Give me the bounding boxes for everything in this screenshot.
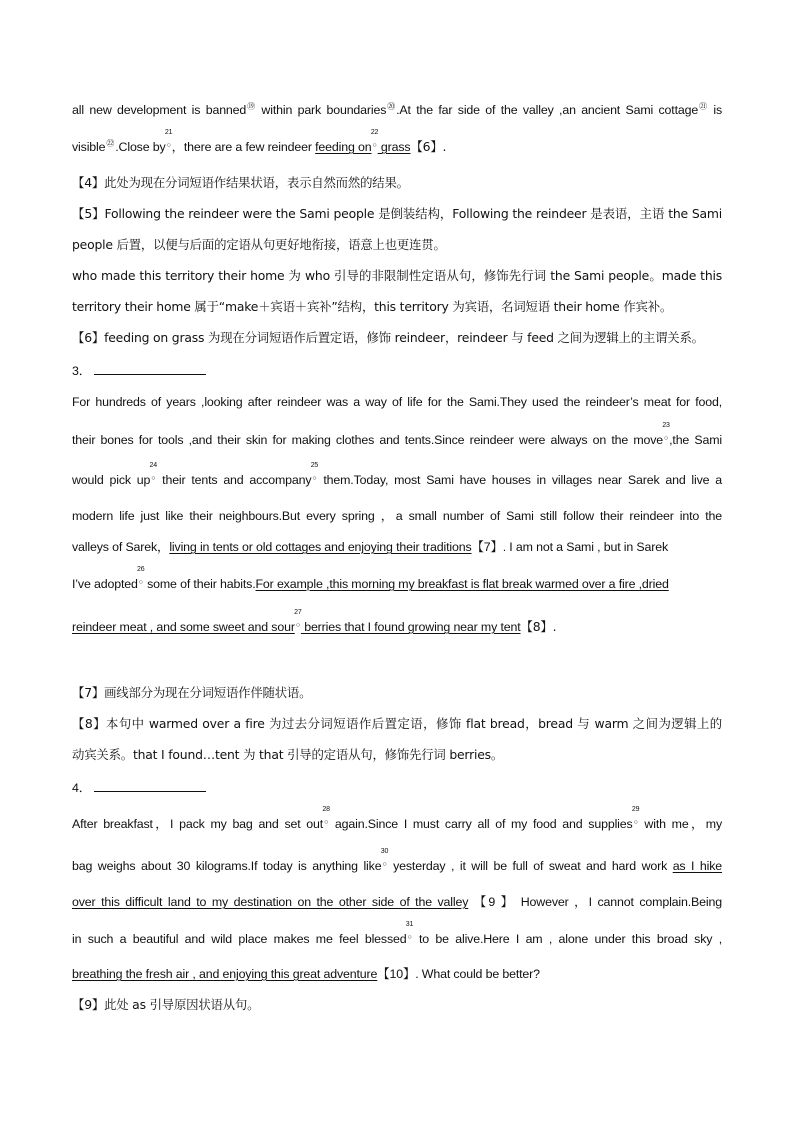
passage-text: bag weighs about 30 kilograms.If today is anything like xyxy=(72,859,382,873)
underlined-phrase: For example ,this morning my breakfast is flat break warmed over a fire ,dried xyxy=(255,577,669,591)
passage-text: 【7】. I am not a Sami , but in Sarek xyxy=(471,540,669,554)
footnote-number: 28 xyxy=(322,806,330,813)
passage-line xyxy=(72,894,722,910)
passage-text: their bones for tools ,and their skin for making clothes and tents.Since reindeer were always on the move xyxy=(72,433,664,447)
note-line: 动宾关系。that I found…tent 为 that 引导的定语从句，修饰先行词 berries。 xyxy=(72,747,504,762)
footnote-number: 22 xyxy=(370,129,379,136)
passage-text: .At the far side of the valley ,an ancient Sami cottage xyxy=(396,103,699,117)
passage-text: within park boundaries xyxy=(256,103,387,117)
circled-number: ㉑ xyxy=(699,102,707,111)
circled-number: ㉒ xyxy=(106,139,115,148)
passage-text: their tents and accompany xyxy=(156,473,312,487)
passage-line xyxy=(72,539,722,555)
passage-line xyxy=(72,129,722,158)
note-line: people 后置，以便与后面的定语从句更好地衔接，语意上也更连贯。 xyxy=(72,237,446,252)
footnote-marker: 27 ○ xyxy=(294,609,302,629)
passage-line xyxy=(72,462,722,491)
underlined-phrase: berries that I found growing near my tent xyxy=(300,620,521,634)
passage-text: in such a beautiful and wild place makes me feel blessed xyxy=(72,932,407,946)
underlined-phrase: grass xyxy=(377,140,411,154)
passage-text: to be alive.Here I am , alone under this broad sky , xyxy=(412,932,722,946)
passage-text: some of their habits. xyxy=(143,577,256,591)
passage-text: all new development is banned xyxy=(72,103,247,117)
footnote-number: 24 xyxy=(149,462,158,469)
note-line: 【9】此处 as 引导原因状语从句。 xyxy=(72,997,260,1012)
circled-number: ⑳ xyxy=(387,102,396,111)
passage-text: valleys of Sarek， xyxy=(72,540,170,554)
footnote-number: 25 xyxy=(310,462,319,469)
passage-line: modern life just like their neighbours.But every spring ，a small number of Sami still follow their reindeer into the xyxy=(72,509,722,523)
underlined-phrase: breathing the fresh air , and enjoying this great adventure xyxy=(72,967,378,981)
passage-text: After breakfast，I pack my bag and set out xyxy=(72,817,324,831)
footnote-marker: 30 ○ xyxy=(380,848,389,868)
underlined-phrase: as I hike xyxy=(672,859,723,873)
passage-line xyxy=(72,102,722,118)
note-line: territory their home 属于“make＋宾语＋宾补”结构，this territory 为宾语，名词短语 their home 作宾补。 xyxy=(72,299,673,314)
passage-text: 【9 】 However ，I cannot complain.Being xyxy=(468,895,722,909)
passage-text: again.Since I must carry all of my food and supplies xyxy=(329,817,633,831)
footnote-marker: 31 ○ xyxy=(405,921,414,941)
note-line: who made this territory their home 为 who 引导的非限制性定语从句，修饰先行词 the Sami people。made this xyxy=(72,268,722,283)
underlined-phrase: reindeer meat , and some sweet and sour xyxy=(72,620,295,634)
question-number-line xyxy=(72,362,722,379)
passage-text: I’ve adopted xyxy=(72,577,138,591)
passage-text: .Close by xyxy=(115,140,166,154)
question-number-line xyxy=(72,779,722,796)
passage-text: ,the Sami xyxy=(669,433,723,447)
note-tag: 【8】. xyxy=(520,619,557,634)
passage-line xyxy=(72,921,722,950)
note-line: 【4】此处为现在分词短语作结果状语，表示自然而然的结果。 xyxy=(72,175,409,190)
passage-text: would pick up xyxy=(72,473,151,487)
passage-line xyxy=(72,966,722,982)
footnote-marker: 29 ○ xyxy=(631,806,640,826)
footnote-number: 26 xyxy=(137,566,145,573)
passage-text: visible xyxy=(72,140,106,154)
passage-text: with me，my xyxy=(638,817,722,831)
footnote-marker: 21 ○ xyxy=(164,129,173,149)
footnote-marker: 24 ○ xyxy=(149,462,158,482)
footnote-number: 31 xyxy=(405,921,414,928)
footnote-number: 27 xyxy=(294,609,302,616)
answer-blank[interactable] xyxy=(94,362,206,375)
underlined-phrase: feeding on xyxy=(315,140,372,154)
passage-line xyxy=(72,566,722,595)
passage-line: For hundreds of years ,looking after reindeer was a way of life for the Sami.They used the reindeer’s meat for food, xyxy=(72,395,722,409)
note-line: 【8】本句中 warmed over a fire 为过去分词短语作后置定语，修饰 flat bread，bread 与 warm 之间为逻辑上的 xyxy=(72,716,722,731)
passage-line xyxy=(72,806,722,835)
passage-text: is xyxy=(707,103,722,117)
footnote-marker: 22 ○ xyxy=(370,129,379,149)
note-line: 【7】画线部分为现在分词短语作伴随状语。 xyxy=(72,685,312,700)
footnote-marker: 23 ○ xyxy=(662,422,670,442)
footnote-number: 30 xyxy=(380,848,389,855)
footnote-marker: 26 ○ xyxy=(137,566,145,586)
note-line: 【5】Following the reindeer were the Sami people 是倒装结构，Following the reindeer 是表语，主语 the Sami xyxy=(72,206,722,221)
passage-text: 【10】. What could be better? xyxy=(377,967,540,981)
question-number: 4． xyxy=(72,781,91,795)
question-number: 3． xyxy=(72,364,91,378)
footnote-number: 23 xyxy=(662,422,670,429)
passage-text: ，there are a few reindeer xyxy=(171,140,316,154)
footnote-marker: 25 ○ xyxy=(310,462,319,482)
passage-line xyxy=(72,848,723,877)
passage-line xyxy=(72,422,723,451)
underlined-phrase: living in tents or old cottages and enjoying their traditions xyxy=(169,540,472,554)
footnote-marker: 28 ○ xyxy=(322,806,330,826)
passage-line xyxy=(72,609,722,638)
note-tag: 【6】. xyxy=(410,139,447,154)
underlined-phrase: over this difficult land to my destination on the other side of the valley xyxy=(72,895,469,909)
footnote-number: 29 xyxy=(631,806,640,813)
passage-text: them.Today, most Sami have houses in villages near Sarek and live a xyxy=(317,473,722,487)
footnote-number: 21 xyxy=(164,129,173,136)
answer-blank[interactable] xyxy=(94,779,206,792)
circled-number: ⑲ xyxy=(247,102,256,111)
passage-text: yesterday , it will be full of sweat and hard work xyxy=(387,859,673,873)
note-line: 【6】feeding on grass 为现在分词短语作后置定语，修饰 reindeer，reindeer 与 feed 之间为逻辑上的主谓关系。 xyxy=(72,330,704,345)
